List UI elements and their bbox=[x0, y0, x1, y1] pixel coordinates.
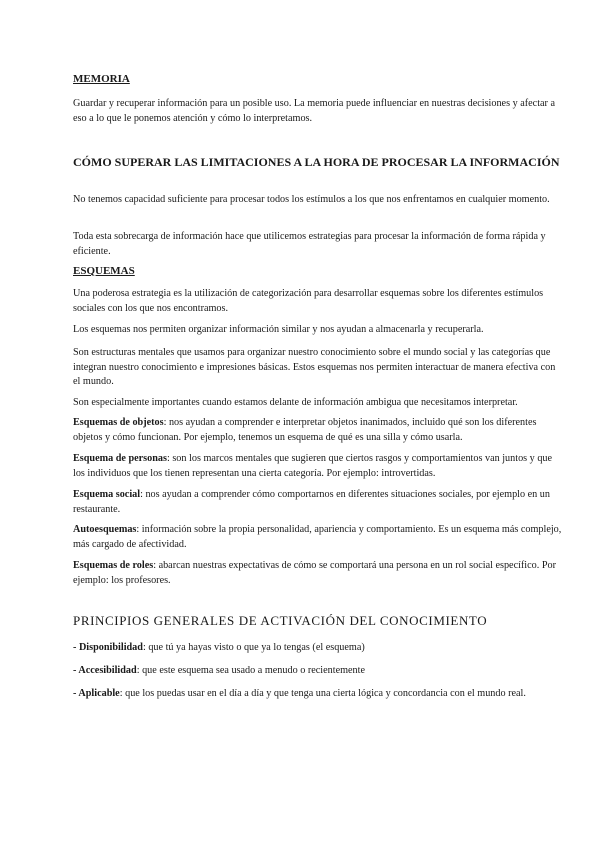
heading-esquemas: ESQUEMAS bbox=[73, 265, 135, 277]
principle-aplicable bbox=[73, 687, 563, 702]
principle-disponibilidad bbox=[73, 641, 563, 656]
paragraph-sobrecarga: Toda esta sobrecarga de información hace que utilicemos estrategias para procesar la información de forma rápida y eficiente. bbox=[73, 231, 546, 257]
schema-type-personas bbox=[73, 452, 563, 481]
schema-type-objetos bbox=[73, 416, 563, 445]
schema-type-social bbox=[73, 488, 563, 517]
schema-type-label: Esquemas de objetos bbox=[73, 417, 164, 428]
schema-type-label: Autoesquemas bbox=[73, 524, 137, 535]
schema-type-roles bbox=[73, 559, 563, 588]
schema-type-text: : nos ayudan a comprender cómo comportarnos en diferentes situaciones sociales, por ejemplo en un restaurante. bbox=[73, 489, 550, 515]
schema-type-text: : nos ayudan a comprender e interpretar objetos inanimados, incluido qué son los diferentes objetos y cómo funcionan. Por ejemplo, tenemos un esquema de qué es una silla y cómo usarla. bbox=[73, 417, 537, 443]
principle-text: : que este esquema sea usado a menudo o recientemente bbox=[136, 665, 365, 676]
paragraph-estrategia: Una poderosa estrategia es la utilización de categorización para desarrollar esquemas sobre los diferentes estímulos sociales con los que nos encontramos. bbox=[73, 288, 544, 314]
principle-label: Accesibilidad bbox=[78, 665, 137, 676]
schema-type-text: : son los marcos mentales que sugieren que ciertos rasgos y comportamientos van juntos y que los individuos que los tienen representan una cierta categoría. Por ejemplo: introvertidas. bbox=[73, 453, 553, 479]
paragraph-memoria: Guardar y recuperar información para un posible uso. La memoria puede influenciar en nuestras decisiones y afectar a eso a lo que le ponemos atención y cómo lo interpretamos. bbox=[73, 98, 556, 124]
heading-principios: PRINCIPIOS GENERALES DE ACTIVACIÓN DEL CONOCIMIENTO bbox=[73, 613, 488, 628]
schema-type-label: Esquema de personas bbox=[73, 453, 167, 464]
principle-accesibilidad bbox=[73, 664, 563, 679]
schema-type-label: Esquemas de roles bbox=[73, 560, 154, 571]
schema-type-label: Esquema social bbox=[73, 489, 141, 500]
heading-superar-limitaciones: CÓMO SUPERAR LAS LIMITACIONES A LA HORA DE PROCESAR LA INFORMACIÓN bbox=[73, 155, 560, 169]
schema-type-autoesquemas bbox=[73, 523, 563, 552]
list-dash: - bbox=[73, 642, 79, 653]
principle-label: Aplicable bbox=[78, 688, 120, 699]
list-dash: - bbox=[73, 665, 79, 676]
principle-label: Disponibilidad bbox=[78, 642, 143, 653]
principle-text: : que los puedas usar en el día a día y que tenga una cierta lógica y concordancia con el mundo real. bbox=[119, 688, 526, 699]
paragraph-estructuras: Son estructuras mentales que usamos para organizar nuestro conocimiento sobre el mundo social y las categorías que integran nuestro conocimiento e impresiones básicas. Estos esquemas nos permiten interactuar de manera efectiva con el mundo. bbox=[73, 347, 556, 387]
principle-text: : que tú ya hayas visto o que ya lo tengas (el esquema) bbox=[142, 642, 365, 653]
list-dash: - bbox=[73, 688, 79, 699]
paragraph-ambigua: Son especialmente importantes cuando estamos delante de información ambigua que necesitamos interpretar. bbox=[73, 397, 518, 408]
schema-type-text: : abarcan nuestras expectativas de cómo se comportará una persona en un rol social específico. Por ejemplo: los profesores. bbox=[73, 560, 557, 586]
heading-memoria: MEMORIA bbox=[73, 73, 130, 85]
paragraph-capacidad: No tenemos capacidad suficiente para procesar todos los estímulos a los que nos enfrentamos en cualquier momento. bbox=[73, 194, 550, 205]
schema-type-text: : información sobre la propia personalidad, apariencia y comportamiento. Es un esquema más complejo, más cargado de afectividad. bbox=[73, 524, 562, 550]
paragraph-organizar: Los esquemas nos permiten organizar información similar y nos ayudan a almacenarla y recuperarla. bbox=[73, 324, 484, 335]
